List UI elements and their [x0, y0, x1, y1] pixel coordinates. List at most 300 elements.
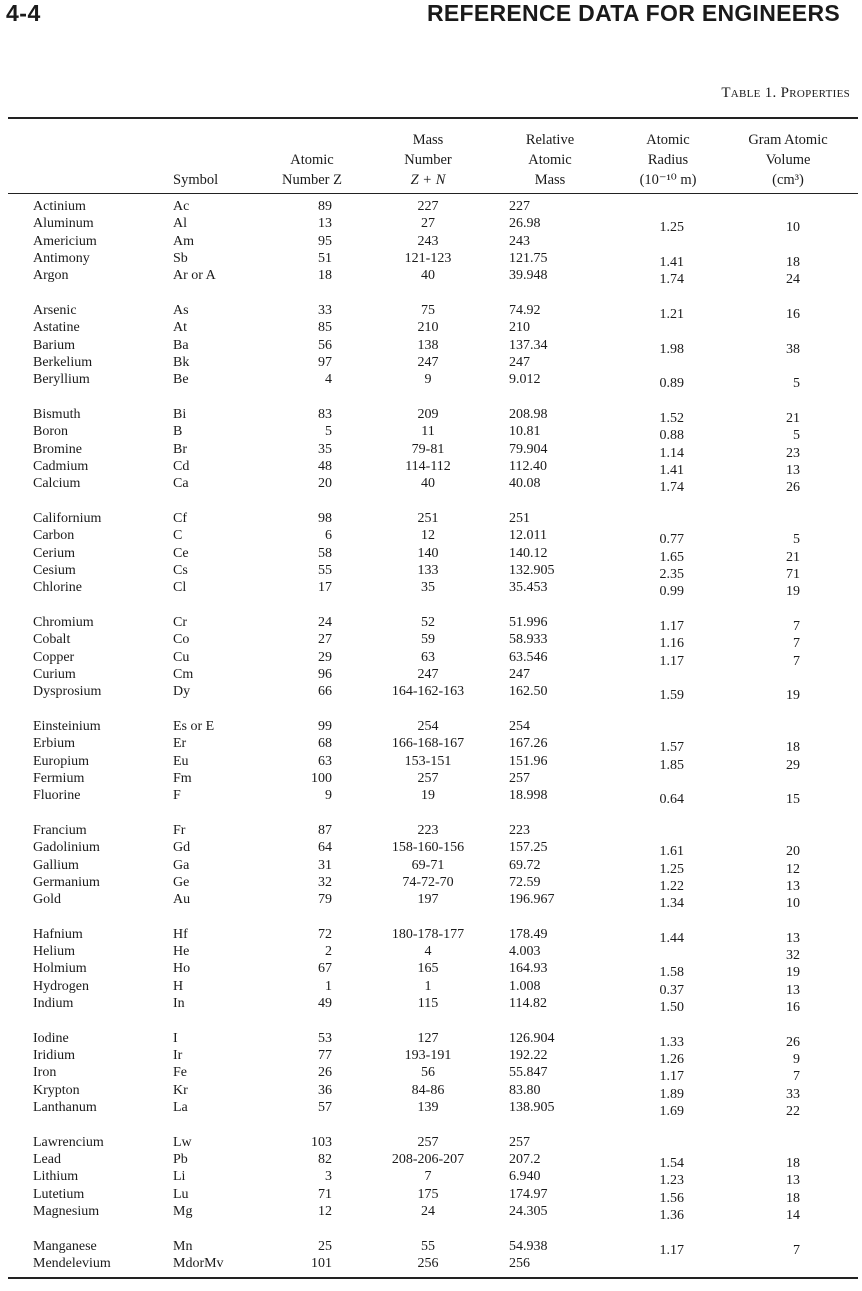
table-row [0, 267, 862, 288]
gram-atomic-volume: 13 [786, 1173, 800, 1189]
element-symbol: Lu [173, 1186, 189, 1202]
element-name: Germanium [33, 874, 100, 890]
atomic-number: 1 [325, 978, 332, 994]
element-symbol: Ba [173, 337, 189, 353]
gram-atomic-volume: 7 [793, 636, 800, 652]
element-name: Magnesium [33, 1204, 100, 1220]
atomic-number: 96 [318, 666, 332, 682]
mass-number: 40 [421, 476, 435, 492]
mass-number: 133 [417, 562, 439, 578]
relative-atomic-mass: 178.49 [509, 926, 548, 942]
element-symbol: Cd [173, 458, 190, 474]
table-row [0, 995, 862, 1016]
element-symbol: La [173, 1100, 188, 1116]
element-name: Lithium [33, 1169, 79, 1185]
atomic-number: 77 [318, 1048, 332, 1064]
element-name: Curium [33, 666, 76, 682]
element-symbol: Kr [173, 1082, 188, 1098]
relative-atomic-mass: 210 [509, 320, 530, 336]
relative-atomic-mass: 112.40 [509, 458, 547, 474]
gram-atomic-volume: 7 [793, 1242, 800, 1258]
gram-atomic-volume: 9 [793, 1052, 800, 1068]
atomic-radius: 1.59 [659, 688, 684, 704]
relative-atomic-mass: 114.82 [509, 996, 547, 1012]
relative-atomic-mass: 58.933 [509, 632, 548, 648]
table-row [0, 1151, 862, 1172]
element-symbol: Ar or A [173, 268, 216, 284]
element-symbol: Co [173, 632, 190, 648]
atomic-number: 97 [318, 354, 332, 370]
relative-atomic-mass: 243 [509, 233, 530, 249]
relative-atomic-mass: 247 [509, 354, 530, 370]
atomic-radius: 1.85 [659, 757, 684, 773]
element-symbol: As [173, 302, 189, 318]
mass-number: 24 [421, 1204, 435, 1220]
atomic-radius: 1.89 [659, 1086, 684, 1102]
gram-atomic-volume: 16 [786, 1000, 800, 1016]
table-row [0, 1255, 862, 1272]
mass-number: 243 [417, 233, 439, 249]
atomic-number: 66 [318, 684, 332, 700]
mass-number: 12 [421, 528, 435, 544]
mass-number: 63 [421, 649, 435, 665]
element-name: Chlorine [33, 580, 82, 596]
table-row [0, 1030, 862, 1050]
atomic-number: 20 [318, 476, 332, 492]
relative-atomic-mass: 40.08 [509, 476, 541, 492]
element-name: Europium [33, 753, 89, 769]
element-symbol: Sb [173, 250, 188, 266]
atomic-number: 71 [318, 1186, 332, 1202]
atomic-number: 87 [318, 822, 332, 838]
gram-atomic-volume: 22 [786, 1104, 800, 1120]
table-row [0, 423, 862, 444]
atomic-number: 79 [318, 892, 332, 908]
table-row [0, 215, 862, 236]
element-symbol: Al [173, 216, 187, 232]
table-row [0, 1082, 862, 1102]
element-symbol: F [173, 788, 181, 804]
gram-atomic-volume: 18 [786, 740, 800, 756]
mass-number: 180-178-177 [391, 926, 465, 942]
table-row [0, 891, 862, 912]
element-symbol: Cl [173, 580, 187, 596]
atomic-radius: 0.64 [659, 792, 684, 808]
running-title: REFERENCE DATA FOR ENGINEERS [426, 0, 840, 26]
element-name: Erbium [33, 736, 75, 752]
element-symbol: C [173, 528, 183, 544]
element-symbol: I [173, 1030, 178, 1046]
gram-atomic-volume: 10 [786, 896, 800, 912]
element-name: Bromine [33, 441, 82, 457]
atomic-number: 2 [325, 944, 332, 960]
element-name: Einsteinium [33, 718, 101, 734]
atomic-radius: 1.58 [659, 965, 684, 981]
relative-atomic-mass: 74.92 [509, 302, 541, 318]
relative-atomic-mass: 157.25 [509, 840, 548, 856]
element-symbol: Bi [173, 406, 187, 422]
element-group [0, 510, 862, 600]
column-header-mass-number: Mass Number Z + N [404, 132, 452, 188]
gram-atomic-volume: 29 [786, 757, 800, 773]
mass-number: 166-168-167 [391, 736, 465, 752]
atomic-number: 64 [318, 840, 332, 856]
atomic-radius: 1.69 [659, 1104, 684, 1120]
relative-atomic-mass: 256 [509, 1256, 530, 1272]
table-row [0, 441, 862, 461]
element-group [0, 406, 862, 496]
atomic-number: 13 [318, 216, 332, 232]
mass-number: 27 [421, 216, 435, 232]
relative-atomic-mass: 251 [509, 510, 530, 526]
element-name: Francium [33, 822, 87, 838]
atomic-radius: 1.54 [659, 1156, 684, 1172]
element-group [0, 1238, 862, 1273]
element-symbol: Fr [173, 822, 186, 838]
atomic-number: 6 [325, 528, 332, 544]
relative-atomic-mass: 192.22 [509, 1048, 548, 1064]
relative-atomic-mass: 35.453 [509, 580, 548, 596]
relative-atomic-mass: 24.305 [509, 1204, 548, 1220]
gram-atomic-volume: 18 [786, 254, 800, 270]
table-row [0, 1203, 862, 1224]
relative-atomic-mass: 6.940 [509, 1169, 541, 1185]
mass-number: 35 [421, 580, 435, 596]
table-row [0, 337, 862, 357]
atomic-number: 31 [318, 857, 332, 873]
gram-atomic-volume: 13 [786, 982, 800, 998]
gram-atomic-volume: 26 [786, 480, 800, 496]
table-row [0, 839, 862, 860]
mass-number: 55 [421, 1238, 435, 1254]
table-row [0, 960, 862, 981]
mass-number: 75 [421, 302, 435, 318]
atomic-radius: 1.25 [659, 220, 684, 236]
element-symbol: Lw [173, 1134, 192, 1150]
atomic-radius: 1.33 [659, 1034, 684, 1050]
element-symbol: Br [173, 441, 187, 457]
atomic-number: 5 [325, 424, 332, 440]
element-name: Aluminum [33, 216, 94, 232]
element-symbol: Ge [173, 874, 190, 890]
element-symbol: Ho [173, 961, 191, 977]
gram-atomic-volume: 19 [786, 584, 800, 600]
mass-number: 256 [417, 1256, 439, 1272]
atomic-radius: 0.37 [659, 982, 684, 998]
table-row [0, 614, 862, 634]
atomic-radius: 1.16 [659, 636, 684, 652]
top-rule [8, 117, 858, 119]
atomic-number: 99 [318, 718, 332, 734]
atomic-number: 25 [318, 1238, 332, 1254]
mass-number: 139 [417, 1100, 439, 1116]
atomic-number: 68 [318, 736, 332, 752]
atomic-radius: 1.25 [659, 861, 684, 877]
element-name: Chromium [33, 614, 94, 630]
atomic-number: 9 [325, 788, 332, 804]
table-row [0, 510, 862, 527]
gram-atomic-volume: 20 [786, 844, 800, 860]
table-row [0, 1064, 862, 1085]
atomic-number: 4 [325, 372, 332, 388]
mass-number: 247 [417, 354, 439, 370]
atomic-number: 26 [318, 1065, 332, 1081]
column-header-symbol: Symbol [173, 172, 219, 188]
header-rule [8, 193, 858, 194]
element-symbol: Eu [173, 753, 189, 769]
relative-atomic-mass: 121.75 [509, 250, 548, 266]
element-name: Arsenic [33, 302, 77, 318]
table-row [0, 1099, 862, 1120]
table-row [0, 579, 862, 600]
atomic-radius: 1.17 [659, 1069, 684, 1085]
element-name: Lead [33, 1152, 61, 1168]
element-symbol: Hf [173, 926, 188, 942]
relative-atomic-mass: 167.26 [509, 736, 548, 752]
table-row [0, 718, 862, 735]
mass-number: 164-162-163 [391, 684, 465, 700]
gram-atomic-volume: 5 [793, 376, 800, 392]
atomic-radius: 1.41 [659, 462, 684, 478]
atomic-radius: 0.89 [659, 376, 684, 392]
element-group [0, 1030, 862, 1120]
mass-number: 140 [417, 545, 439, 561]
atomic-radius: 1.26 [659, 1052, 684, 1068]
element-name: Gold [33, 892, 61, 908]
mass-number: 69-71 [411, 857, 445, 873]
mass-number: 74-72-70 [402, 874, 454, 890]
atomic-number: 103 [311, 1134, 332, 1150]
element-name: Cesium [33, 562, 76, 578]
element-name: Berkelium [33, 354, 93, 370]
element-symbol: Be [173, 372, 189, 388]
relative-atomic-mass: 54.938 [509, 1238, 548, 1254]
gram-atomic-volume: 13 [786, 930, 800, 946]
atomic-radius: 1.23 [659, 1173, 684, 1189]
table-row [0, 371, 862, 392]
table-row [0, 666, 862, 683]
page-number: 4-4 [6, 0, 41, 26]
element-symbol: Ga [173, 857, 190, 873]
atomic-number: 35 [318, 441, 332, 457]
table-row [0, 822, 862, 839]
atomic-radius: 1.22 [659, 878, 684, 894]
table-row [0, 545, 862, 565]
table-row [0, 926, 862, 946]
mass-number: 52 [421, 614, 435, 630]
table-row [0, 475, 862, 496]
relative-atomic-mass: 174.97 [509, 1186, 548, 1202]
table-row [0, 1134, 862, 1151]
element-name: Fluorine [33, 788, 81, 804]
atomic-radius: 1.34 [659, 896, 684, 912]
relative-atomic-mass: 79.904 [509, 441, 548, 457]
element-group [0, 718, 862, 808]
table-row [0, 1238, 862, 1258]
gram-atomic-volume: 7 [793, 618, 800, 634]
element-symbol: At [173, 320, 187, 336]
relative-atomic-mass: 126.904 [509, 1030, 555, 1046]
table-row [0, 735, 862, 756]
mass-number: 1 [424, 978, 432, 994]
gram-atomic-volume: 13 [786, 462, 800, 478]
element-name: Lawrencium [33, 1134, 104, 1150]
atomic-number: 95 [318, 233, 332, 249]
element-name: Antimony [33, 250, 90, 266]
element-name: Barium [33, 337, 75, 353]
mass-number: 59 [421, 632, 435, 648]
element-name: Manganese [33, 1238, 97, 1254]
table-row [0, 874, 862, 894]
element-name: Iron [33, 1065, 57, 1081]
table-caption: Table 1. Properties [721, 85, 850, 101]
atomic-radius: 0.88 [659, 428, 684, 444]
element-symbol: Ca [173, 476, 189, 492]
element-symbol: Ac [173, 199, 190, 214]
mass-number: 19 [421, 788, 435, 804]
relative-atomic-mass: 63.546 [509, 649, 548, 665]
element-name: Calcium [33, 476, 81, 492]
table-row [0, 250, 862, 270]
element-name: Helium [33, 944, 75, 960]
table-row [0, 233, 862, 250]
atomic-number: 12 [318, 1204, 332, 1220]
table-row [0, 458, 862, 478]
gram-atomic-volume: 10 [786, 220, 800, 236]
table-row [0, 302, 862, 322]
element-name: Lutetium [33, 1186, 85, 1202]
element-name: Copper [33, 649, 75, 665]
element-symbol: Cs [173, 562, 188, 578]
relative-atomic-mass: 137.34 [509, 337, 548, 353]
atomic-number: 51 [318, 250, 332, 266]
relative-atomic-mass: 162.50 [509, 684, 548, 700]
relative-atomic-mass: 55.847 [509, 1065, 548, 1081]
atomic-radius: 1.74 [659, 480, 684, 496]
atomic-number: 53 [318, 1030, 332, 1046]
atomic-radius: 0.77 [659, 532, 684, 548]
mass-number: 254 [417, 718, 439, 734]
table-row [0, 649, 862, 669]
atomic-number: 101 [311, 1256, 332, 1272]
mass-number: 11 [421, 424, 435, 440]
element-symbol: Mn [173, 1238, 193, 1254]
atomic-radius: 1.17 [659, 618, 684, 634]
gram-atomic-volume: 18 [786, 1190, 800, 1206]
element-symbol: Cu [173, 649, 190, 665]
table-row [0, 1186, 862, 1206]
atomic-number: 72 [318, 926, 332, 942]
element-symbol: Fe [173, 1065, 187, 1081]
atomic-radius: 1.98 [659, 341, 684, 357]
mass-number: 121-123 [404, 250, 452, 266]
table-row [0, 354, 862, 371]
mass-number: 165 [417, 961, 439, 977]
atomic-radius: 1.65 [659, 549, 684, 565]
relative-atomic-mass: 138.905 [509, 1100, 555, 1116]
element-name: Dysprosium [33, 684, 102, 700]
atomic-radius: 1.44 [659, 930, 684, 946]
element-group [0, 926, 862, 1016]
element-symbol: Bk [173, 354, 190, 370]
relative-atomic-mass: 207.2 [509, 1152, 541, 1168]
element-symbol: Cr [173, 614, 187, 630]
mass-number: 247 [417, 666, 439, 682]
atomic-number: 48 [318, 458, 332, 474]
table-row [0, 406, 862, 426]
atomic-number: 83 [318, 406, 332, 422]
atomic-number: 67 [318, 961, 332, 977]
element-group [0, 198, 862, 288]
relative-atomic-mass: 4.003 [509, 944, 541, 960]
mass-number: 251 [417, 510, 439, 526]
atomic-number: 100 [311, 770, 332, 786]
table-row [0, 978, 862, 998]
mass-number: 40 [421, 268, 435, 284]
element-group [0, 822, 862, 912]
mass-number: 138 [417, 337, 439, 353]
table-row [0, 787, 862, 808]
element-name: Iodine [33, 1030, 69, 1046]
mass-number: 227 [417, 199, 439, 214]
mass-number: 223 [417, 822, 439, 838]
element-symbol: He [173, 944, 190, 960]
gram-atomic-volume: 21 [786, 410, 800, 426]
relative-atomic-mass: 72.59 [509, 874, 541, 890]
relative-atomic-mass: 208.98 [509, 406, 548, 422]
atomic-radius: 1.50 [659, 1000, 684, 1016]
element-symbol: Am [173, 233, 194, 249]
atomic-radius: 1.74 [659, 272, 684, 288]
element-symbol: Cm [173, 666, 194, 682]
element-symbol: Li [173, 1169, 186, 1185]
atomic-number: 57 [318, 1100, 332, 1116]
element-name: Cerium [33, 545, 75, 561]
element-symbol: Gd [173, 840, 191, 856]
table-row [0, 770, 862, 787]
element-symbol: In [173, 996, 185, 1012]
mass-number: 257 [417, 1134, 439, 1150]
element-symbol: Cf [173, 510, 187, 526]
relative-atomic-mass: 26.98 [509, 216, 541, 232]
element-name: Cobalt [33, 632, 71, 648]
element-name: Krypton [33, 1082, 80, 1098]
table-row [0, 631, 862, 652]
atomic-number: 56 [318, 337, 332, 353]
element-name: Argon [33, 268, 69, 284]
mass-number: 115 [417, 996, 439, 1012]
relative-atomic-mass: 39.948 [509, 268, 548, 284]
element-group [0, 302, 862, 392]
atomic-number: 58 [318, 545, 332, 561]
relative-atomic-mass: 18.998 [509, 788, 548, 804]
atomic-number: 36 [318, 1082, 332, 1098]
atomic-radius: 1.52 [659, 410, 684, 426]
mass-number: 56 [421, 1065, 435, 1081]
element-symbol: Dy [173, 684, 191, 700]
element-name: Lanthanum [33, 1100, 97, 1116]
element-group [0, 614, 862, 704]
element-name: Gadolinium [33, 840, 100, 856]
table-row [0, 198, 862, 215]
mass-number: 257 [417, 770, 439, 786]
atomic-radius: 1.57 [659, 740, 684, 756]
element-name: Hydrogen [33, 978, 89, 994]
atomic-number: 85 [318, 320, 332, 336]
element-name: Boron [33, 424, 68, 440]
mass-number: 197 [417, 892, 439, 908]
element-symbol: H [173, 978, 184, 994]
